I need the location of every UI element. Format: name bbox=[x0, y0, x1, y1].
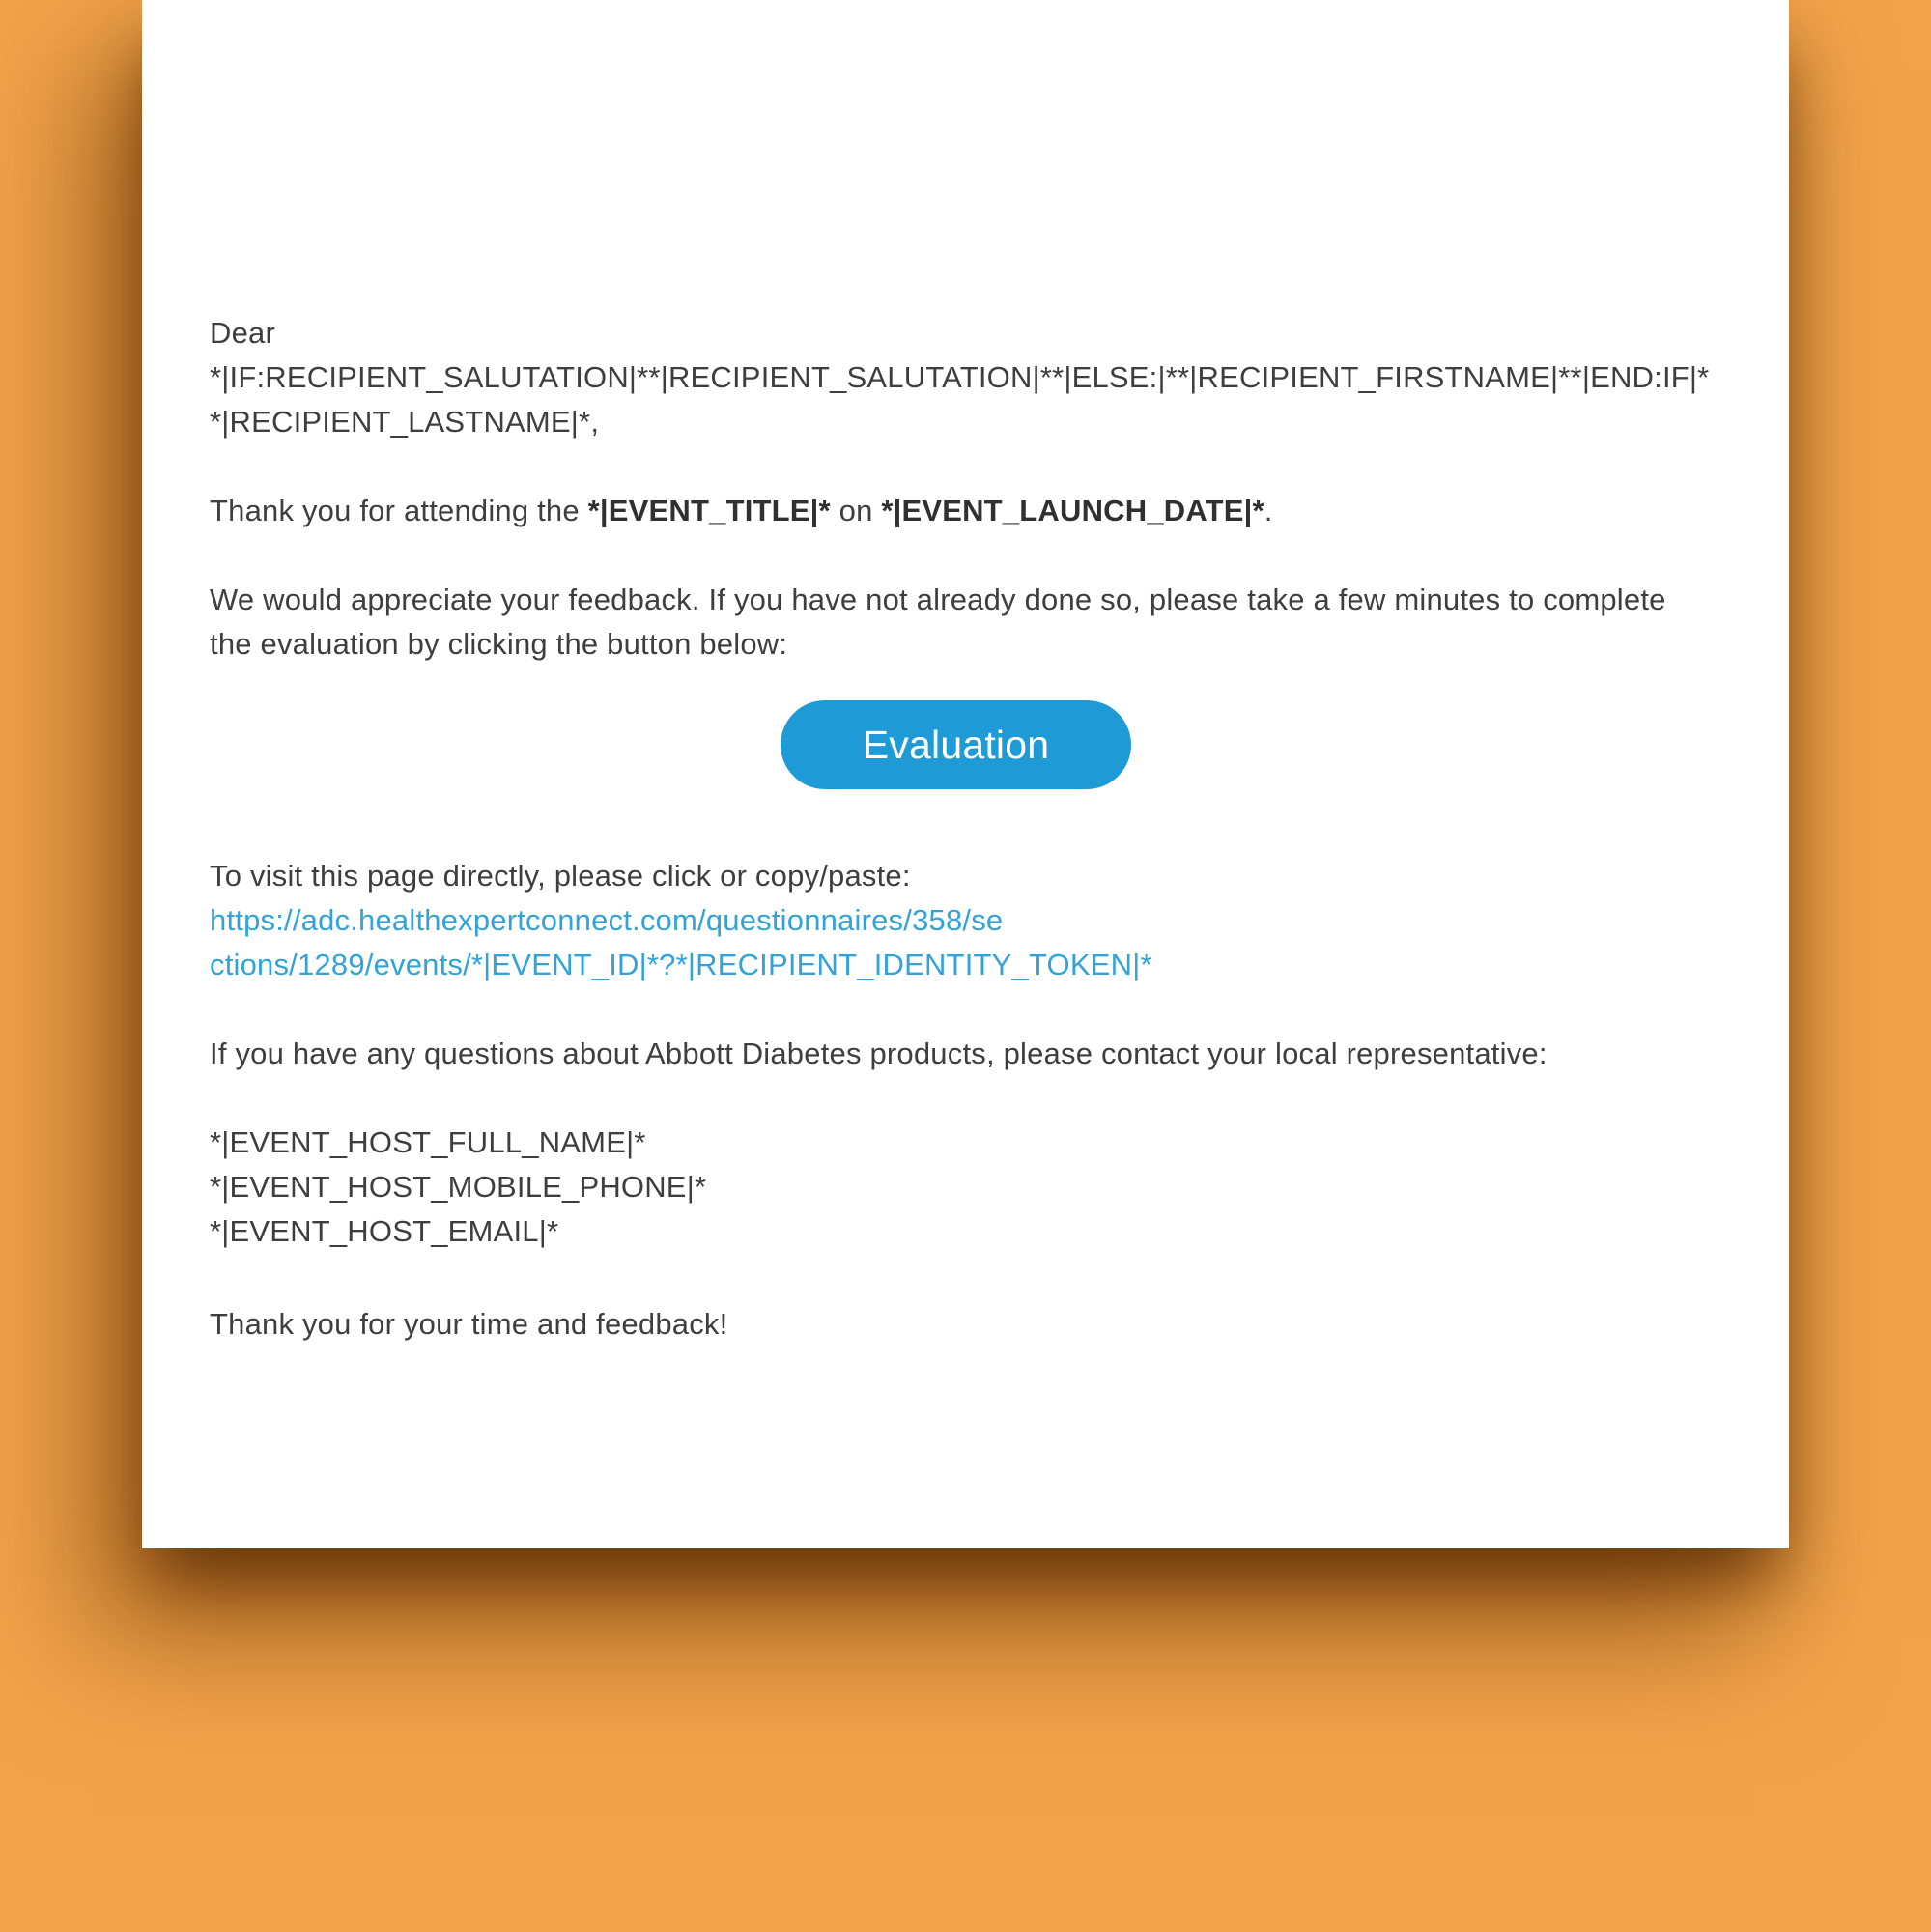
questionnaire-link[interactable] bbox=[210, 903, 1702, 987]
evaluation-button[interactable]: Evaluation bbox=[781, 700, 1131, 789]
email-body bbox=[142, 0, 1789, 1347]
feedback-request-line1: We would appreciate your feedback. If you have not already done so, please take a few minutes to complete bbox=[210, 582, 1666, 616]
event-host-email-tag: *|EVENT_HOST_EMAIL|* bbox=[210, 1214, 559, 1248]
questions-paragraph: If you have any questions about Abbott Diabetes products, please contact your local representative: bbox=[210, 1037, 1548, 1070]
host-contact-paragraph bbox=[210, 1121, 1702, 1254]
closing-paragraph: Thank you for your time and feedback! bbox=[210, 1307, 728, 1341]
questionnaire-link-line2[interactable]: ctions/1289/events/*|EVENT_ID|*?*|RECIPIENT_IDENTITY_TOKEN|* bbox=[210, 948, 1152, 981]
feedback-request-line2: the evaluation by clicking the button below: bbox=[210, 627, 788, 661]
direct-link-paragraph bbox=[210, 854, 1702, 987]
attendance-prefix: Thank you for attending the bbox=[210, 494, 588, 527]
questionnaire-link-line1[interactable]: https://adc.healthexpertconnect.com/questionnaires/358/se bbox=[210, 903, 1004, 937]
event-host-mobile-phone-tag: *|EVENT_HOST_MOBILE_PHONE|* bbox=[210, 1170, 707, 1204]
attendance-suffix: . bbox=[1264, 494, 1273, 527]
evaluation-button-row bbox=[210, 700, 1702, 789]
greeting-salutation-merge-tags: *|IF:RECIPIENT_SALUTATION|**|RECIPIENT_SALUTATION|**|ELSE:|**|RECIPIENT_FIRSTNAME|**|END:IF|* bbox=[210, 360, 1710, 394]
attendance-paragraph bbox=[210, 489, 1702, 533]
greeting-dear: Dear bbox=[210, 316, 275, 350]
event-host-full-name-tag: *|EVENT_HOST_FULL_NAME|* bbox=[210, 1125, 646, 1159]
greeting-paragraph bbox=[210, 311, 1710, 444]
event-launch-date-tag: *|EVENT_LAUNCH_DATE|* bbox=[881, 494, 1264, 527]
feedback-request-paragraph bbox=[210, 578, 1702, 667]
email-card bbox=[142, 0, 1789, 1548]
direct-link-prefix: To visit this page directly, please click or copy/paste: bbox=[210, 859, 911, 893]
greeting-lastname-tag: *|RECIPIENT_LASTNAME|*, bbox=[210, 405, 600, 439]
attendance-middle: on bbox=[830, 494, 882, 527]
event-title-tag: *|EVENT_TITLE|* bbox=[587, 494, 831, 527]
